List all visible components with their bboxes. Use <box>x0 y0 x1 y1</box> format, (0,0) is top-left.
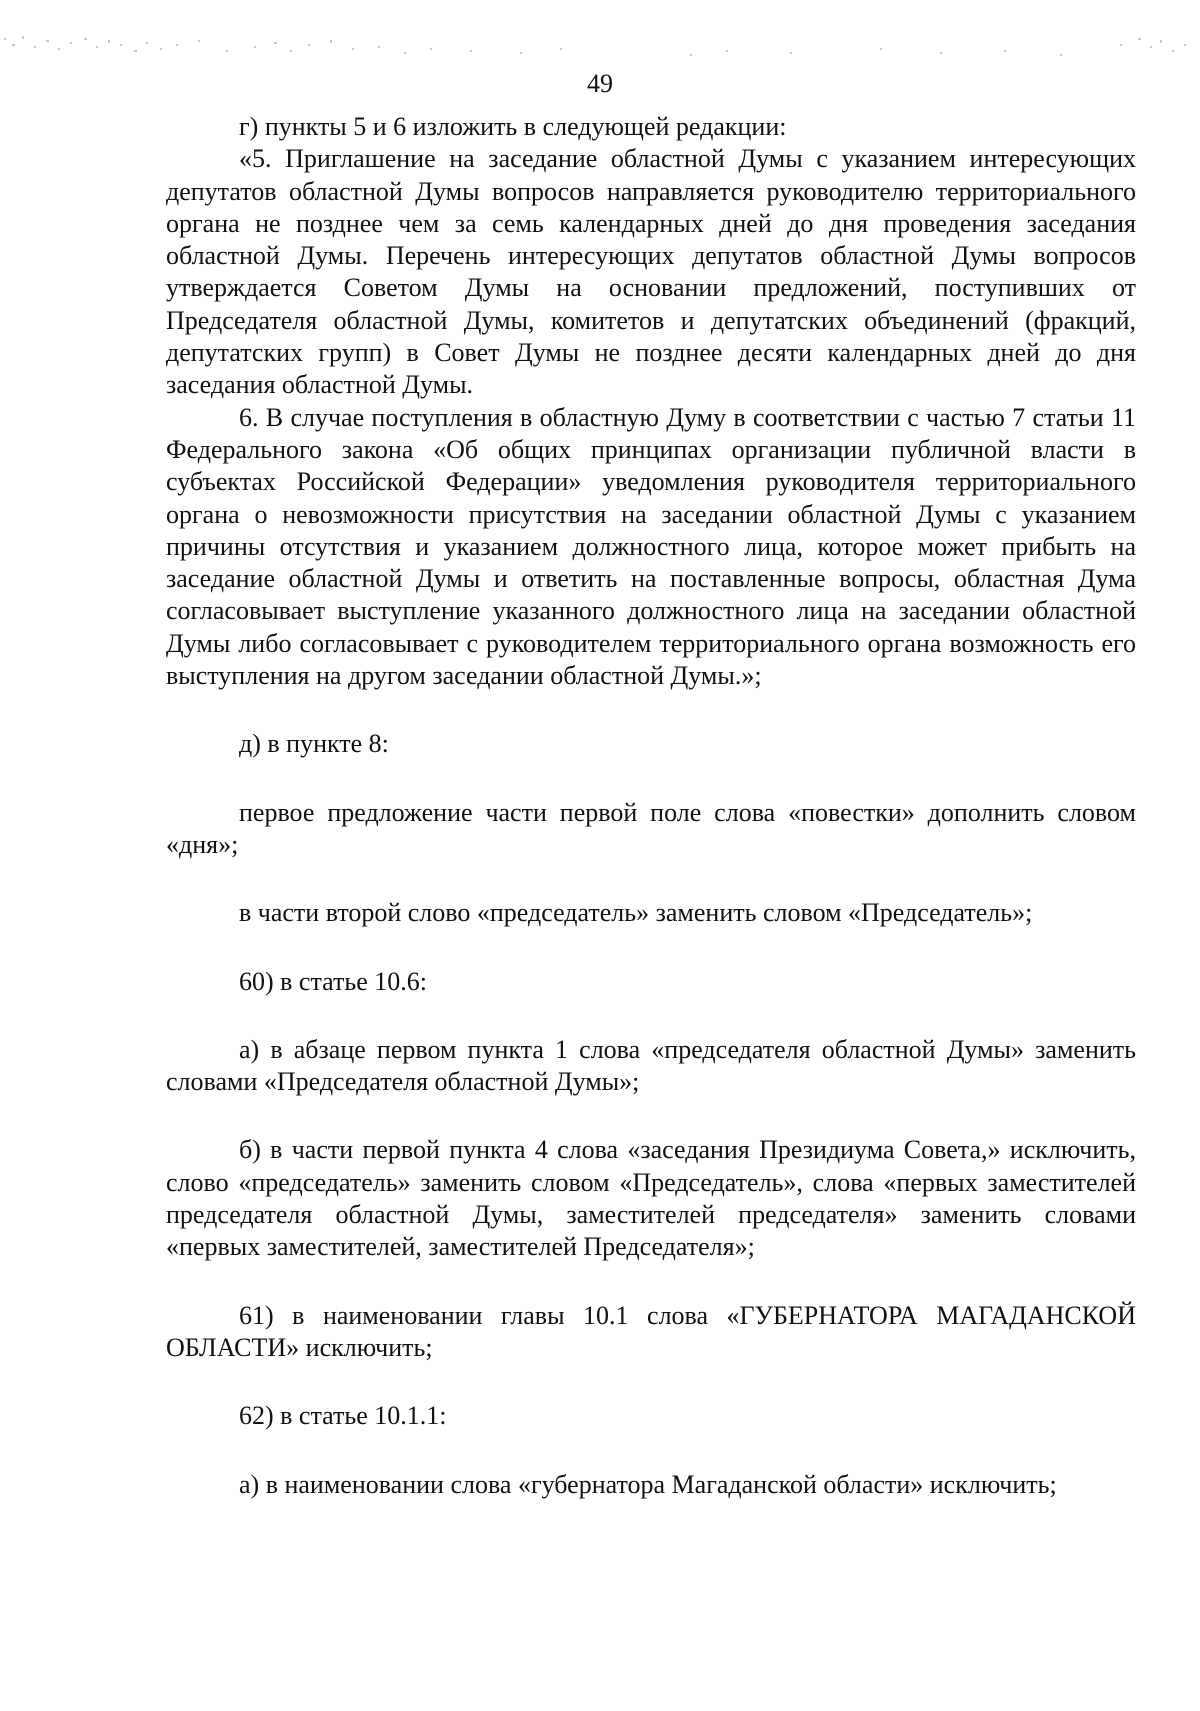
paragraph-item-60: 60) в статье 10.6: <box>239 966 428 996</box>
page-number: 49 <box>587 69 613 98</box>
paragraph-amendment-d: д) в пункте 8: <box>239 729 389 759</box>
paragraph-item-62-a: а) в наименовании слова «губернатора Магаданской области» исключить; <box>239 1469 1057 1499</box>
paragraph-point-6: 6. В случае поступления в областную Думу в соответствии с частью 7 статьи 11 Федерального закона «Об общих принципах организации публичной власти в субъектах Российской Федерации» уведомления руководителя территориального органа о невозможности присутствия на заседании областной Думы с указанием причины отсутствия и указанием должностного лица, которое может прибыть на заседание областной Думы и ответить на поставленные вопросы, областная Дума согласовывает выступление указанного должностного лица на заседании областной Думы либо согласовывает с руководителем территориального органа возможность его выступления на другом заседании областной Думы.»; <box>166 402 1136 691</box>
paragraph-item-60-b: б) в части первой пункта 4 слова «заседания Президиума Совета,» исключить, слово «председатель» заменить словом «Председатель», слова «первых заместителей председателя областной Думы, заместителей председателя» заменить словами «первых заместителей, заместителей Председателя»; <box>166 1135 1136 1262</box>
paragraph-item-61: 61) в наименовании главы 10.1 слова «ГУБЕРНАТОРА МАГАДАНСКОЙ ОБЛАСТИ» исключить; <box>166 1300 1136 1362</box>
paragraph-item-62: 62) в статье 10.1.1: <box>239 1401 447 1431</box>
paragraph-second-part: в части второй слово «председатель» заменить словом «Председатель»; <box>239 898 1033 928</box>
paragraph-amendment-g: г) пункты 5 и 6 изложить в следующей редакции: <box>239 112 787 141</box>
document-body <box>166 111 1136 1501</box>
paragraph-first-sentence: первое предложение части первой поле слова «повестки» дополнить словом «дня»; <box>166 797 1136 859</box>
paragraph-point-5: «5. Приглашение на заседание областной Думы с указанием интересующих депутатов областной Думы вопросов направляется руководителю территориального органа не позднее чем за семь календарных дней до дня проведения заседания областной Думы. Перечень интересующих депутатов областной Думы вопросов утверждается Советом Думы на основании предложений, поступивших от Председателя областной Думы, комитетов и депутатских объединений (фракций, депутатских групп) в Совет Думы не позднее десяти календарных дней до дня заседания областной Думы. <box>166 144 1136 400</box>
paragraph-item-60-a: а) в абзаце первом пункта 1 слова «председателя областной Думы» заменить словами «Председателя областной Думы»; <box>166 1034 1136 1097</box>
scan-noise-strip <box>0 0 1200 70</box>
